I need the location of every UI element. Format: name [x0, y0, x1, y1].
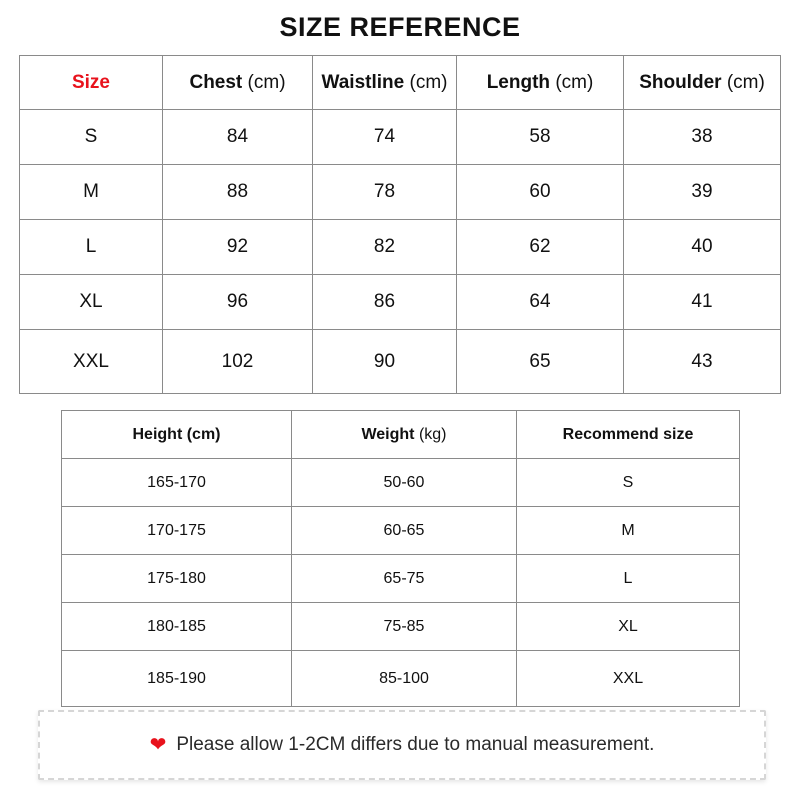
- size-table: [19, 55, 781, 394]
- table-row: [62, 459, 740, 507]
- table-row: [62, 603, 740, 651]
- cell-weight: 75-85: [292, 603, 517, 651]
- header-chest-label: Chest: [189, 71, 243, 93]
- cell-shoulder: 41: [624, 275, 781, 330]
- table-row: [62, 507, 740, 555]
- cell-chest: 96: [163, 275, 313, 330]
- table-row: [20, 110, 781, 165]
- cell-waistline: 86: [313, 275, 457, 330]
- cell-recommend-size: XXL: [517, 651, 740, 707]
- table-row: [62, 651, 740, 707]
- cell-recommend-size: L: [517, 555, 740, 603]
- cell-length: 60: [457, 165, 624, 220]
- header-height-label: Height (cm): [132, 425, 221, 443]
- cell-height: 170-175: [62, 507, 292, 555]
- page-title: SIZE REFERENCE: [279, 12, 521, 42]
- cell-height: 180-185: [62, 603, 292, 651]
- cell-waistline: 82: [313, 220, 457, 275]
- header-size-label: Size: [71, 71, 111, 93]
- header-length: [457, 56, 624, 110]
- cell-waistline: 74: [313, 110, 457, 165]
- cell-waistline: 90: [313, 330, 457, 394]
- header-size: [20, 56, 163, 110]
- header-shoulder: [624, 56, 781, 110]
- cell-recommend-size: S: [517, 459, 740, 507]
- header-length-unit: (cm): [555, 71, 594, 93]
- header-length-label: Length: [486, 71, 551, 93]
- cell-weight: 60-65: [292, 507, 517, 555]
- size-table-header-row: [20, 56, 781, 110]
- header-shoulder-unit: (cm): [726, 71, 765, 93]
- cell-waistline: 78: [313, 165, 457, 220]
- cell-weight: 50-60: [292, 459, 517, 507]
- cell-height: 185-190: [62, 651, 292, 707]
- table-row: [20, 220, 781, 275]
- header-recommend-size-label: Recommend size: [562, 425, 694, 443]
- table-row: [20, 330, 781, 394]
- recommend-size-table: [61, 410, 740, 707]
- cell-recommend-size: XL: [517, 603, 740, 651]
- cell-weight: 85-100: [292, 651, 517, 707]
- cell-size: XL: [20, 275, 163, 330]
- cell-shoulder: 38: [624, 110, 781, 165]
- table-row: [62, 555, 740, 603]
- cell-shoulder: 39: [624, 165, 781, 220]
- cell-chest: 88: [163, 165, 313, 220]
- header-chest: [163, 56, 313, 110]
- header-weight-label: Weight: [361, 425, 415, 443]
- header-waistline: [313, 56, 457, 110]
- cell-height: 165-170: [62, 459, 292, 507]
- table-row: [20, 165, 781, 220]
- header-waistline-unit: (cm): [409, 71, 448, 93]
- table-row: [20, 275, 781, 330]
- cell-chest: 84: [163, 110, 313, 165]
- header-weight: [292, 411, 517, 459]
- measurement-note-text: Please allow 1-2CM differs due to manual measurement.: [176, 734, 655, 755]
- header-shoulder-label: Shoulder: [639, 71, 722, 93]
- cell-size: L: [20, 220, 163, 275]
- cell-length: 62: [457, 220, 624, 275]
- cell-shoulder: 43: [624, 330, 781, 394]
- header-recommend-size: [517, 411, 740, 459]
- cell-shoulder: 40: [624, 220, 781, 275]
- cell-chest: 92: [163, 220, 313, 275]
- cell-length: 65: [457, 330, 624, 394]
- header-height: [62, 411, 292, 459]
- cell-height: 175-180: [62, 555, 292, 603]
- cell-chest: 102: [163, 330, 313, 394]
- cell-recommend-size: M: [517, 507, 740, 555]
- recommend-table-header-row: [62, 411, 740, 459]
- heart-icon: ❤: [149, 734, 167, 756]
- cell-size: XXL: [20, 330, 163, 394]
- cell-weight: 65-75: [292, 555, 517, 603]
- cell-length: 64: [457, 275, 624, 330]
- header-waistline-label: Waistline: [321, 71, 405, 93]
- cell-size: S: [20, 110, 163, 165]
- cell-length: 58: [457, 110, 624, 165]
- cell-size: M: [20, 165, 163, 220]
- measurement-note: [38, 710, 766, 780]
- header-weight-unit: (kg): [418, 425, 447, 443]
- header-chest-unit: (cm): [247, 71, 286, 93]
